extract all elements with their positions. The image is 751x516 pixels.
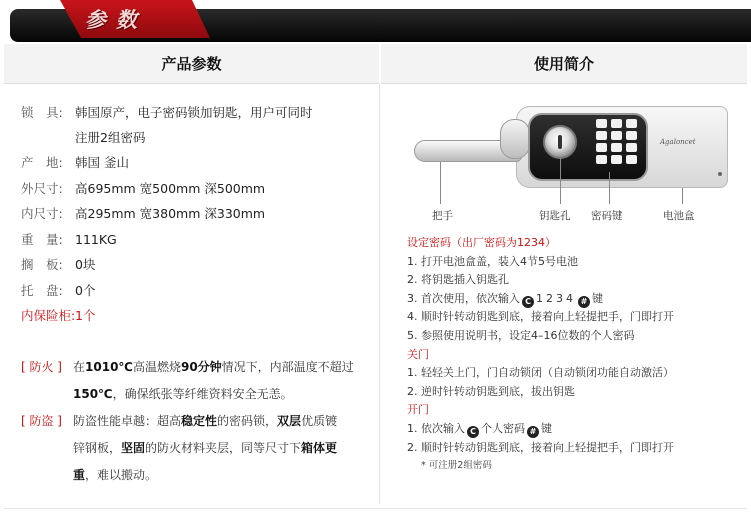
feature-fireproof bbox=[21, 354, 371, 408]
spec-value: 0个 bbox=[75, 282, 96, 298]
callout-line bbox=[682, 188, 683, 204]
lock-illustration bbox=[400, 100, 730, 225]
feature-text-part: 高温燃烧 bbox=[132, 360, 181, 374]
clear-key-icon: C bbox=[467, 426, 479, 438]
spec-value: 111KG bbox=[75, 231, 117, 247]
instruction-text: 1234 bbox=[536, 291, 576, 305]
banner-title: 参数 bbox=[85, 7, 147, 32]
feature-text-part: ，难以搬动。 bbox=[85, 468, 158, 482]
keypad-key bbox=[626, 143, 637, 152]
spec-value: 1个 bbox=[75, 308, 96, 323]
feature-text-bold: 坚固 bbox=[121, 441, 146, 455]
spec-key: 内尺寸: bbox=[21, 206, 63, 221]
spec-row-origin bbox=[21, 150, 376, 176]
keypad-key bbox=[626, 119, 637, 128]
instruction-text: 键 bbox=[592, 291, 603, 305]
feature-text bbox=[73, 354, 354, 408]
hash-key-icon: # bbox=[527, 426, 539, 438]
instruction-text: 1. 依次输入 bbox=[407, 421, 465, 435]
instruction-text: 键 bbox=[541, 421, 552, 435]
feature-text-part: 锌钢板， bbox=[73, 441, 122, 455]
battery-indicator bbox=[718, 172, 722, 176]
spec-value bbox=[75, 100, 313, 150]
keypad bbox=[596, 119, 637, 164]
label-keypad: 密码键 bbox=[591, 210, 623, 222]
feature-text-part: 在 bbox=[73, 360, 86, 374]
feature-text bbox=[73, 408, 337, 489]
section-title-close: 关门 bbox=[407, 347, 429, 361]
feature-text-part: 优质镀 bbox=[301, 414, 338, 428]
usage-intro-header: 使用简介 bbox=[381, 44, 747, 84]
spec-key: 产 地: bbox=[21, 155, 63, 170]
instruction-line bbox=[407, 290, 747, 309]
column-divider bbox=[379, 84, 380, 504]
keypad-key bbox=[611, 119, 622, 128]
spec-key: 托 盘: bbox=[21, 282, 63, 298]
spec-row-trays bbox=[21, 278, 376, 304]
feature-text-part: 的密码锁， bbox=[217, 414, 278, 428]
spec-row-inner-safe bbox=[21, 303, 376, 329]
keyhole-slot bbox=[558, 135, 562, 149]
spec-value: 0块 bbox=[75, 257, 96, 272]
instruction-line bbox=[407, 420, 747, 439]
product-params-header: 产品参数 bbox=[4, 44, 379, 84]
callout-line bbox=[609, 172, 610, 204]
spec-value: 高695mm 宽500mm 深500mm bbox=[75, 180, 266, 196]
keypad-key bbox=[611, 155, 622, 164]
callout-line bbox=[440, 162, 441, 204]
label-battery: 电池盒 bbox=[663, 210, 695, 222]
instruction-line: 2. 逆时针转动钥匙到底，拔出钥匙 bbox=[407, 384, 575, 398]
usage-instructions bbox=[407, 234, 747, 476]
footnote: * 可注册2组密码 bbox=[421, 460, 492, 472]
feature-text-bold: 箱体更 bbox=[301, 441, 338, 455]
spec-list bbox=[21, 100, 376, 329]
keypad-key bbox=[611, 131, 622, 140]
handle-rose bbox=[500, 119, 530, 159]
instruction-text: 个人密码 bbox=[481, 421, 525, 435]
feature-text-part: ，确保纸张等纤维资料安全无恙。 bbox=[112, 387, 293, 401]
spec-row-lock bbox=[21, 100, 376, 150]
feature-text-bold: 90分钟 bbox=[180, 360, 222, 374]
instruction-line: 1. 轻轻关上门，门自动锁闭（自动锁闭功能自动激活） bbox=[407, 366, 674, 380]
spec-value-line: 注册2组密码 bbox=[75, 130, 146, 145]
instruction-line: 4. 顺时针转动钥匙到底，接着向上轻提把手，门即打开 bbox=[407, 310, 674, 324]
keypad-key bbox=[611, 143, 622, 152]
keypad-key bbox=[596, 119, 607, 128]
keypad-key bbox=[596, 155, 607, 164]
label-keyhole: 钥匙孔 bbox=[539, 210, 571, 222]
feature-text-bold: 150℃ bbox=[73, 387, 113, 401]
feature-tag: [ 防火 ] bbox=[21, 360, 62, 374]
spec-row-weight bbox=[21, 227, 376, 253]
spec-row-shelves bbox=[21, 252, 376, 278]
spec-key: 搁 板: bbox=[21, 257, 63, 272]
keypad-key bbox=[626, 155, 637, 164]
spec-key: 重 量: bbox=[21, 231, 63, 247]
feature-text-bold: 1010℃ bbox=[85, 360, 133, 374]
feature-text-bold: 稳定性 bbox=[181, 414, 218, 428]
spec-value-line: 韩国原产，电子密码锁加钥匙，用户可同时 bbox=[75, 105, 313, 120]
keypad-key bbox=[626, 131, 637, 140]
feature-text-part: 防盗性能卓越：超高 bbox=[73, 414, 182, 428]
callout-line bbox=[560, 158, 561, 204]
clear-key-icon: C bbox=[522, 296, 534, 308]
label-handle: 把手 bbox=[432, 210, 453, 222]
keypad-key bbox=[596, 131, 607, 140]
instruction-text: 3. 首次使用，依次输入 bbox=[407, 291, 520, 305]
keypad-key bbox=[596, 143, 607, 152]
spec-key: 外尺寸: bbox=[21, 180, 63, 196]
brand-logo: Agaloncet bbox=[660, 138, 696, 146]
hash-key-icon: # bbox=[578, 296, 590, 308]
spec-value: 高295mm 宽380mm 深330mm bbox=[75, 206, 266, 221]
spec-row-inner-size bbox=[21, 201, 376, 227]
section-title-set-password: 设定密码（出厂密码为1234） bbox=[407, 236, 556, 249]
feature-text-bold: 双层 bbox=[277, 414, 302, 428]
feature-text-part: 情况下，内部温度不超过 bbox=[221, 360, 354, 374]
spec-key: 锁 具: bbox=[21, 105, 63, 120]
spec-row-outer-size bbox=[21, 176, 376, 202]
instruction-line: 2. 顺时针转动钥匙到底，接着向上轻提把手，门即打开 bbox=[407, 440, 674, 454]
spec-key: 内保险柜: bbox=[21, 308, 76, 323]
instruction-line: 5. 参照使用说明书，设定4–16位数的个人密码 bbox=[407, 328, 635, 342]
bottom-divider bbox=[4, 508, 747, 509]
feature-text-bold: 重 bbox=[73, 468, 86, 482]
section-title-open: 开门 bbox=[407, 403, 429, 417]
top-banner bbox=[0, 0, 751, 46]
instruction-line: 1. 打开电池盒盖，装入4节5号电池 bbox=[407, 254, 578, 268]
spec-value: 韩国 釜山 bbox=[75, 155, 129, 170]
feature-tag: [ 防盗 ] bbox=[21, 414, 62, 428]
instruction-line: 2. 将钥匙插入钥匙孔 bbox=[407, 273, 509, 287]
feature-text-part: 的防火材料夹层，同等尺寸下 bbox=[145, 441, 302, 455]
feature-antitheft bbox=[21, 408, 371, 489]
